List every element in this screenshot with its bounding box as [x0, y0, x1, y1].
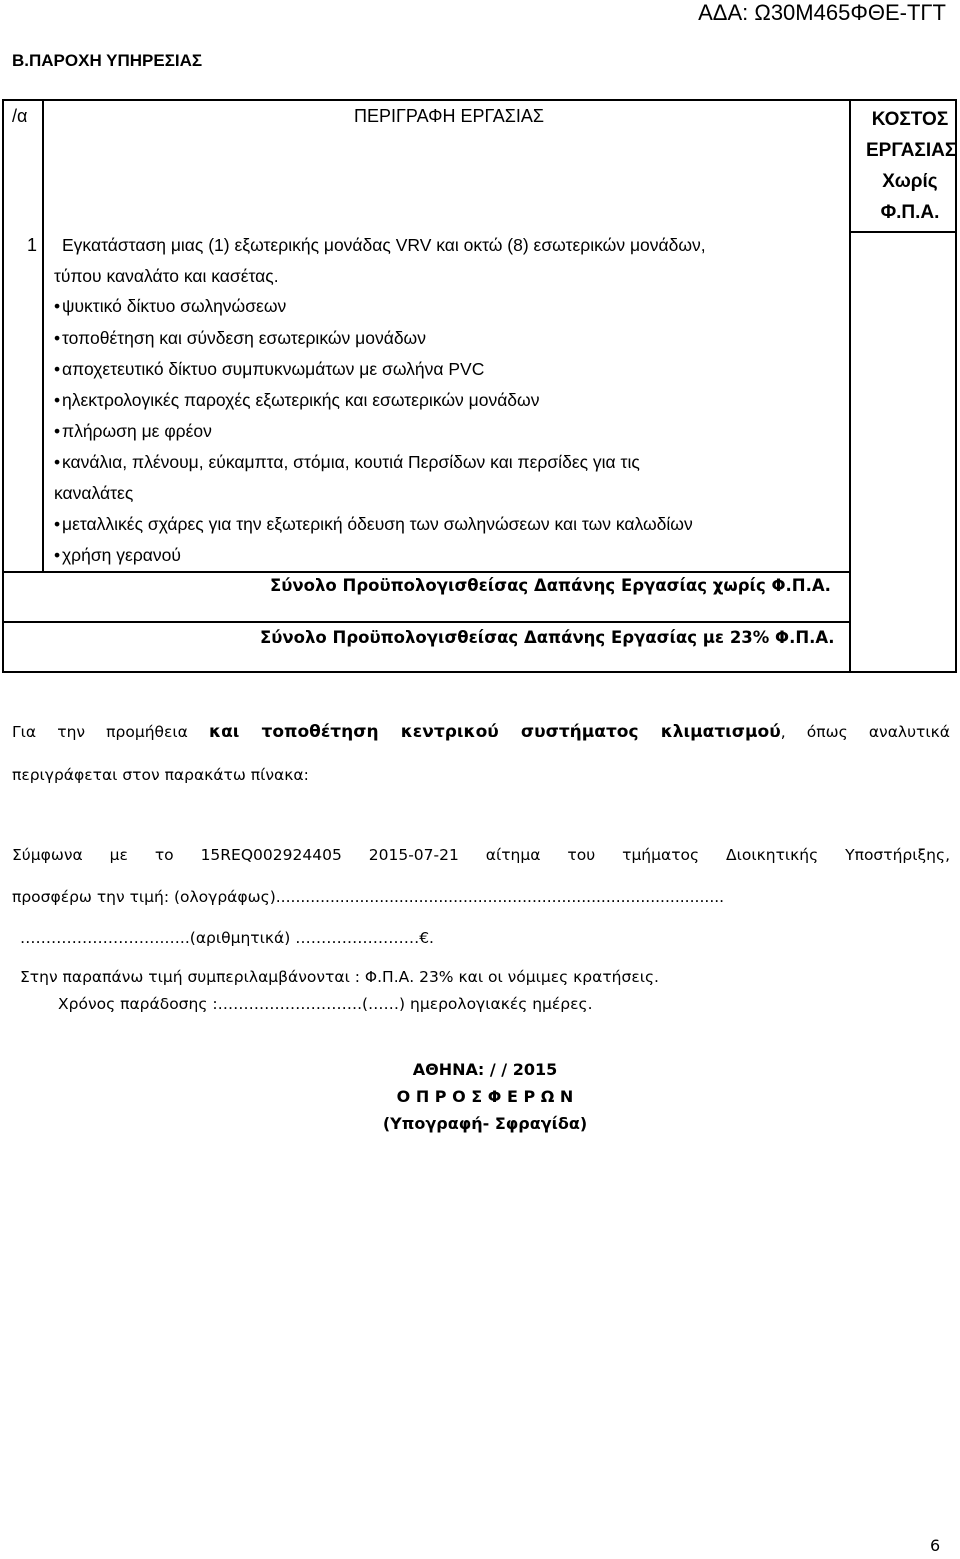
total-without-vat: Σύνολο Προϋπολογισθείσας Δαπάνης Εργασίας χωρίς Φ.Π.Α. — [270, 576, 831, 595]
bullet-item: • τοποθέτηση και σύνδεση εσωτερικών μονάδων — [54, 328, 426, 348]
cost-header-line: ΕΡΓΑΣΙΑΣ — [866, 140, 957, 161]
signature-date: ΑΘΗΝΑ: / / 2015 — [412, 1060, 558, 1079]
total-vat-row-divider — [4, 621, 851, 623]
cost-column-divider — [849, 101, 851, 671]
bullet-text: ψυκτικό δίκτυο σωληνώσεων — [62, 296, 287, 316]
bullet-continuation: καναλάτες — [54, 483, 134, 503]
signature-stamp-label: (Υπογραφή- Σφραγίδα) — [382, 1114, 588, 1133]
bullet-item: • κανάλια, πλένουμ, εύκαμπτα, στόμια, κουτιά Περσίδων και περσίδες για τις — [54, 452, 640, 472]
page-number: 6 — [930, 1536, 941, 1555]
price-in-numbers-line: ……………………….…..(αριθμητικά) ……………………€. — [20, 929, 434, 947]
description-column-header: ΠΕΡΙΓΡΑΦΗ ΕΡΓΑΣΙΑΣ — [354, 106, 544, 126]
section-title: Β.ΠΑΡΟΧΗ ΥΠΗΡΕΣΙΑΣ — [12, 51, 203, 70]
row-description-line1: Εγκατάσταση μιας (1) εξωτερικής μονάδας VRV και οκτώ (8) εσωτερικών μονάδων, — [62, 235, 706, 255]
procurement-paragraph-line1 — [12, 721, 950, 743]
bullet-text: κανάλια, πλένουμ, εύκαμπτα, στόμια, κουτιά Περσίδων και περσίδες για τις — [62, 452, 640, 472]
request-reference-line: Σύμφωνα με το 15REQ002924405 2015-07-21 αίτημα του τμήματος Διοικητικής Υποστήριξης, — [12, 846, 950, 864]
procurement-lead: Για την προμήθεια — [12, 723, 188, 741]
vat-included-line: Στην παραπάνω τιμή συμπεριλαμβάνονται : Φ.Π.Α. 23% και οι νόμιμες κρατήσεις. — [20, 968, 659, 986]
bullet-text: χρήση γερανού — [62, 545, 181, 565]
price-in-words-line: προσφέρω την τιμή: (ολογράφως)........................................................................................... — [12, 888, 725, 906]
bullet-text: τοποθέτηση και σύνδεση εσωτερικών μονάδων — [62, 328, 426, 348]
bullet-item: • ηλεκτρολογικές παροχές εξωτερικής και εσωτερικών μονάδων — [54, 390, 540, 410]
procurement-paragraph-line2: περιγράφεται στον παρακάτω πίνακα: — [12, 766, 309, 784]
delivery-time-line: Χρόνος παράδοσης :……………………….(……) ημερολογιακές ημέρες. — [58, 995, 593, 1013]
bullet-item: • χρήση γερανού — [54, 545, 181, 565]
cost-header-line: Χωρίς — [882, 171, 938, 192]
bullet-item: • πλήρωση με φρέον — [54, 421, 212, 441]
cost-header-line: ΚΟΣΤΟΣ — [871, 109, 949, 130]
bullet-item: • αποχετευτικό δίκτυο συμπυκνωμάτων με σωλήνα PVC — [54, 359, 485, 379]
bullet-text: ηλεκτρολογικές παροχές εξωτερικής και εσωτερικών μονάδων — [62, 390, 540, 410]
total-with-vat: Σύνολο Προϋπολογισθείσας Δαπάνης Εργασίας με 23% Φ.Π.Α. — [260, 628, 835, 647]
bullet-item: • μεταλλικές σχάρες για την εξωτερική όδευση των σωληνώσεων και των καλωδίων — [54, 514, 693, 534]
ada-code: ΑΔΑ: Ω30Μ465ΦΘΕ-ΤΓΤ — [698, 0, 946, 25]
cost-header-line: Φ.Π.Α. — [880, 202, 940, 223]
total-row-divider — [4, 571, 851, 573]
bullet-text: αποχετευτικό δίκτυο συμπυκνωμάτων με σωλήνα PVC — [62, 359, 485, 379]
row-description-line2: τύπου καναλάτο και κασέτας. — [54, 266, 279, 286]
bullet-text: μεταλλικές σχάρες για την εξωτερική όδευση των σωληνώσεων και των καλωδίων — [62, 514, 693, 534]
bullet-text: πλήρωση με φρέον — [62, 421, 212, 441]
procurement-tail: , όπως αναλυτικά — [780, 723, 950, 741]
bullet-item: • ψυκτικό δίκτυο σωληνώσεων — [54, 296, 287, 316]
signature-offeror: Ο Π Ρ Ο Σ Φ Ε Ρ Ω Ν — [396, 1087, 574, 1106]
index-column-divider — [42, 101, 44, 571]
cost-header-divider — [849, 231, 957, 233]
procurement-subject: και τοποθέτηση κεντρικού συστήματος κλιματισμού — [209, 722, 781, 742]
index-column-header: /α — [12, 106, 28, 126]
cost-column-header — [866, 104, 957, 228]
row-index: 1 — [27, 235, 38, 255]
